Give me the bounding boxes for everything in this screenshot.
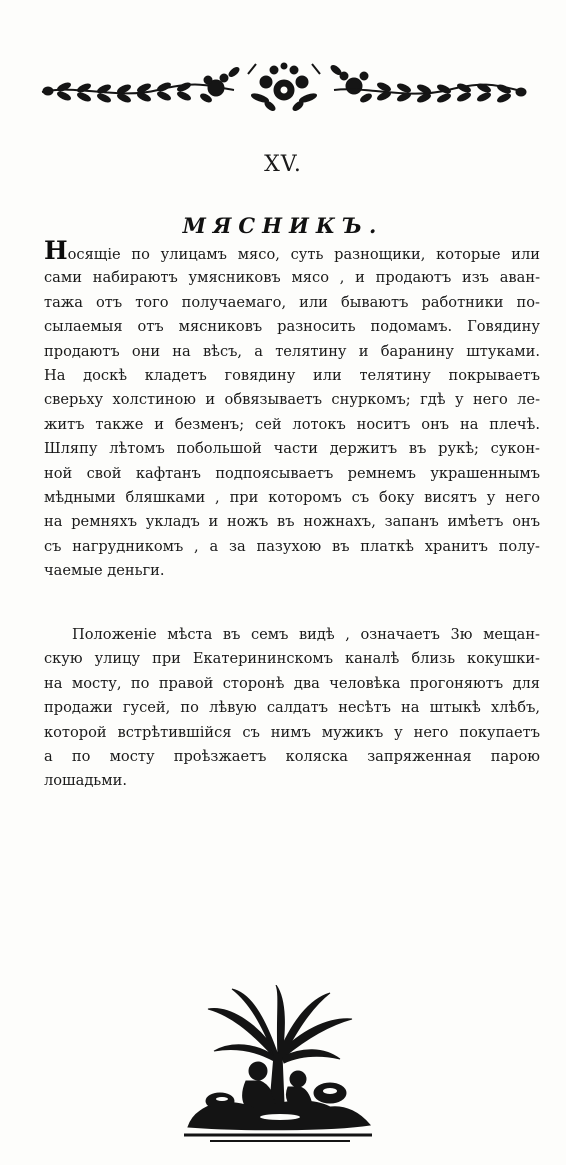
text-line: тажа отъ того получаемаго, или бываютъ работники по- (44, 293, 540, 311)
text-line: Положеніе мѣста въ семъ видѣ , означаетъ 3ю мещан- (72, 626, 540, 643)
drop-cap: Н (44, 236, 68, 265)
text-line: сылаемыя отъ мясниковъ разносить подомамъ. Говядину (44, 318, 540, 336)
paragraph-scene-description (44, 623, 540, 794)
text-line: которой встрѣтившійся съ нимъ мужикъ у него покупаетъ (44, 723, 540, 741)
text-line: лошадьми. (44, 772, 127, 790)
text-line: на мосту, по правой сторонѣ два человѣка прогоняютъ для (44, 674, 540, 692)
chapter-heading: МЯСНИКЪ. (182, 213, 384, 238)
text-line: мѣдными бляшками , при которомъ съ боку висятъ у него (44, 488, 540, 506)
palm-tree-vignette (180, 985, 376, 1145)
text-line: сами набираютъ умясниковъ мясо , и продаютъ изъ аван- (44, 269, 540, 287)
text-line: чаемые деньги. (44, 562, 165, 580)
text-line: а по мосту проѣзжаетъ коляска запряженная парою (44, 747, 540, 765)
chapter-numeral: XV. (264, 152, 302, 177)
text-line: продажи гусей, по лѣвую салдатъ несѣтъ на штыкѣ хлѣбъ, (44, 699, 540, 717)
text-line: на ремняхъ укладъ и ножъ въ ножнахъ, запанъ имѣетъ онъ (44, 513, 540, 531)
floral-garland-ornament (38, 60, 530, 116)
text-line: сверьху холстиною и обвязываетъ снуркомъ; гдѣ у него ле- (44, 391, 540, 409)
text-line: продаютъ они на вѣсъ, а телятину и баранину штуками. (44, 342, 540, 360)
text-line: ной свой кафтанъ подпоясываетъ ремнемъ украшеннымъ (44, 464, 540, 482)
paragraph-description (44, 236, 540, 583)
text-line: съ нагрудникомъ , а за пазухою въ платкѣ хранитъ полу- (44, 537, 540, 555)
text-line: скую улицу при Екатерининскомъ каналѣ близь кокушки- (44, 650, 540, 668)
text-line: На доскѣ кладетъ говядину или телятину покрываетъ (44, 366, 540, 384)
text-line: Носящіе по улицамъ мясо, суть разнощики, которые или (44, 236, 540, 265)
text-line: Шляпу лѣтомъ побольшой части держитъ въ рукѣ; сукон- (44, 440, 540, 458)
text-line: житъ также и безменъ; сей лотокъ носитъ онъ на плечѣ. (44, 415, 540, 433)
